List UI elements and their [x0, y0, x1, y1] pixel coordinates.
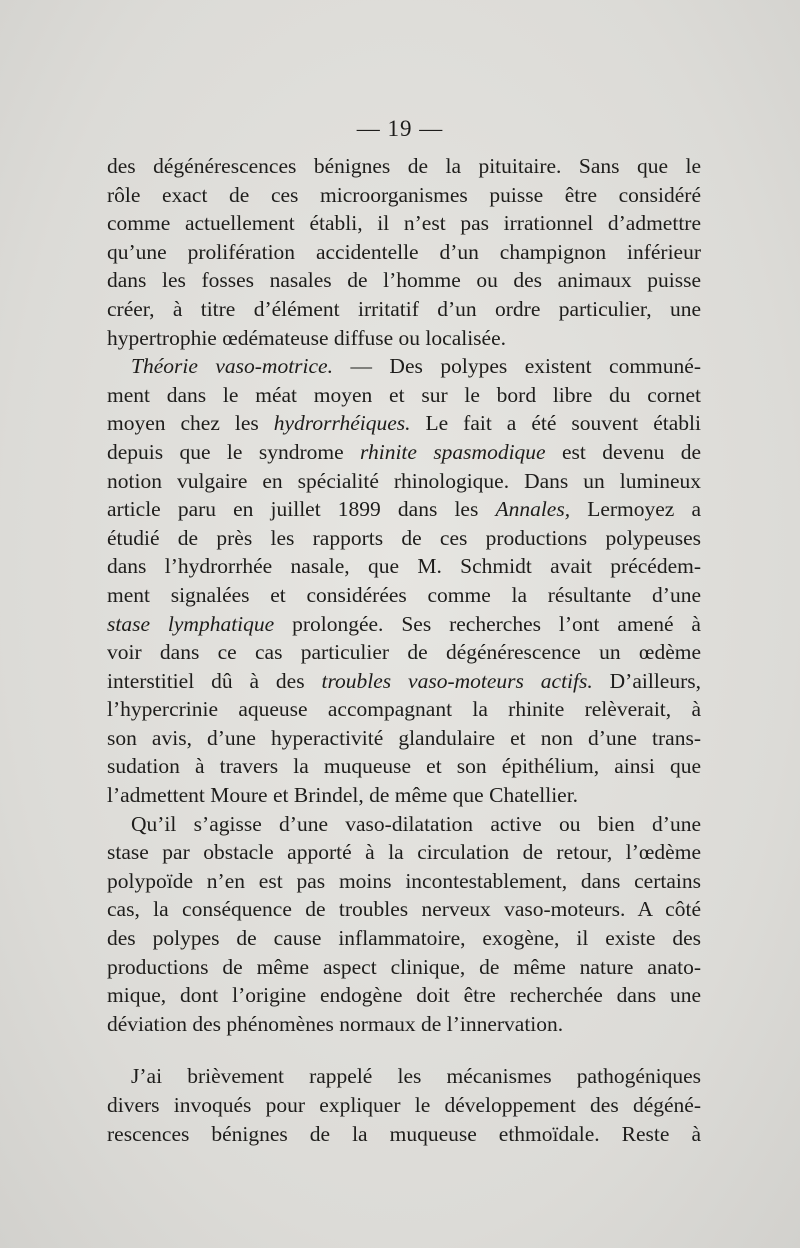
text-line: stase lymphatique prolongée. Ses recherches l’ont amené à [107, 611, 701, 636]
text-line: J’ai brièvement rappelé les mécanismes pathogéniques [131, 1064, 701, 1089]
text-line: voir dans ce cas particulier de dégénérescence un œdème [107, 640, 701, 665]
text-line: cas, la conséquence de troubles nerveux vaso-moteurs. A côté [107, 897, 701, 922]
text-line: des dégénérescences bénignes de la pituitaire. Sans que le [107, 154, 701, 178]
text-line: notion vulgaire en spécialité rhinologique. Dans un lumineux [107, 468, 701, 493]
text-line: sudation à travers la muqueuse et son épithélium, ainsi que [107, 754, 701, 779]
body-text [107, 152, 701, 1148]
text-line: des polypes de cause inflammatoire, exogène, il existe des [107, 926, 701, 951]
text-line: Qu’il s’agisse d’une vaso-dilatation active ou bien d’une [131, 811, 701, 836]
text-line: étudié de près les rapports de ces productions polypeuses [107, 525, 701, 550]
text-line: stase par obstacle apporté à la circulation de retour, l’œdème [107, 840, 701, 865]
text-line: divers invoqués pour expliquer le développement des dégéné- [107, 1093, 701, 1117]
text-line: moyen chez les hydrorrhéiques. Le fait a été souvent établi [107, 411, 701, 436]
text-line: interstitiel dû à des troubles vaso-moteurs actifs. D’ailleurs, [107, 668, 701, 693]
text-line: rôle exact de ces microorganismes puisse être considéré [107, 182, 701, 207]
text-line: créer, à titre d’élément irritatif d’un ordre particulier, une [107, 296, 701, 321]
text-line: Théorie vaso-motrice. — Des polypes existent communé- [131, 354, 701, 379]
text-line: depuis que le syndrome rhinite spasmodique est devenu de [107, 439, 702, 464]
text-line: qu’une prolifération accidentelle d’un champignon inférieur [107, 239, 701, 264]
text-line: l’admettent Moure et Brindel, de même que Chatellier. [107, 783, 579, 808]
text-line: polypoïde n’en est pas moins incontestablement, dans certains [107, 868, 701, 893]
text-line: ment dans le méat moyen et sur le bord libre du cornet [107, 382, 701, 407]
text-line: ment signalées et considérées comme la résultante d’une [107, 582, 701, 607]
text-line: hypertrophie œdémateuse diffuse ou localisée. [107, 325, 507, 350]
text-line: dans l’hydrorrhée nasale, que M. Schmidt avait précédem- [107, 554, 701, 579]
text-line: dans les fosses nasales de l’homme ou des animaux puisse [107, 268, 701, 293]
text-line: article paru en juillet 1899 dans les Annales, Lermoyez a [107, 497, 702, 522]
text-line: l’hypercrinie aqueuse accompagnant la rhinite relèverait, à [107, 697, 701, 722]
paragraph-gap [107, 1038, 701, 1062]
page-number: — 19 — [356, 116, 444, 141]
text-line: son avis, d’une hyperactivité glandulaire et non d’une trans- [107, 725, 701, 750]
paragraph [107, 152, 701, 352]
text-line: rescences bénignes de la muqueuse ethmoïdale. Reste à [107, 1121, 701, 1146]
paragraph [107, 1062, 701, 1148]
text-line: déviation des phénomènes normaux de l’innervation. [107, 1011, 564, 1036]
text-line: comme actuellement établi, il n’est pas irrationnel d’admettre [107, 211, 701, 236]
text-line: mique, dont l’origine endogène doit être recherchée dans une [107, 983, 701, 1008]
paragraph [107, 352, 701, 810]
paragraph [107, 810, 701, 1039]
italic-heading: Théorie vaso-motrice. [131, 354, 333, 379]
text-line: productions de même aspect clinique, de même nature anato- [107, 954, 701, 979]
